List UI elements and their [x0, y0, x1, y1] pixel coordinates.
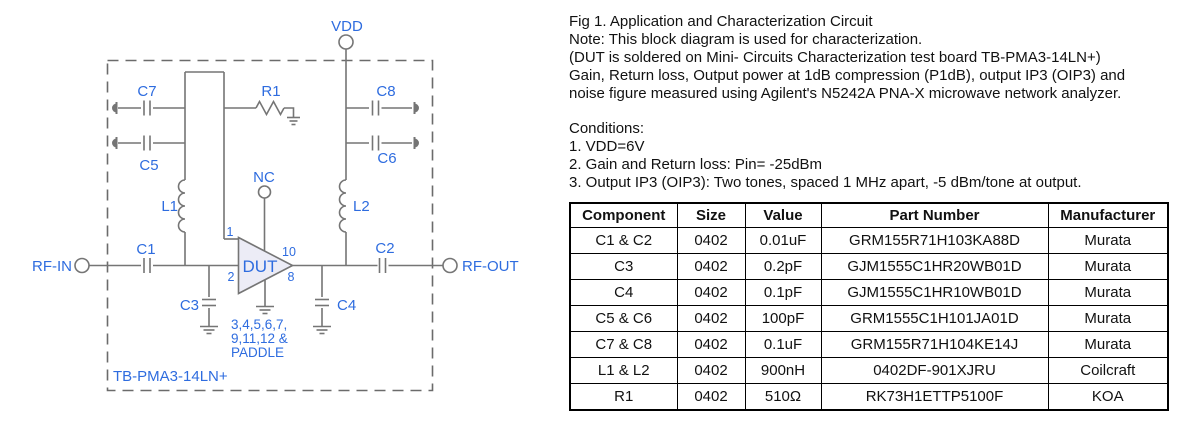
- pin-2-label: 2: [227, 270, 235, 284]
- pin-8-label: 8: [287, 270, 295, 284]
- inductor-l1: [179, 180, 185, 232]
- c2-label: C2: [375, 240, 395, 257]
- col-header-manufacturer: Manufacturer: [1048, 203, 1168, 228]
- nc-terminal: [259, 186, 271, 198]
- caption-line: (DUT is soldered on Mini- Circuits Characterization test board TB-PMA3-14LN+): [569, 49, 1101, 66]
- r1-label: R1: [261, 83, 281, 100]
- cell-value: 0.01uF: [745, 228, 821, 254]
- cell-manufacturer: Murata: [1048, 280, 1168, 306]
- c1-label: C1: [136, 241, 156, 258]
- conditions-block: [569, 120, 1197, 192]
- cell-value: 0.1uF: [745, 332, 821, 358]
- cell-size: 0402: [677, 358, 745, 384]
- table-row: [570, 254, 1168, 280]
- col-header-part-number: Part Number: [821, 203, 1048, 228]
- cell-part-number: GRM155R71H103KA88D: [821, 228, 1048, 254]
- condition-item: 1. VDD=6V: [569, 138, 645, 155]
- table-row: [570, 358, 1168, 384]
- c4-label: C4: [337, 297, 357, 314]
- cell-manufacturer: Murata: [1048, 228, 1168, 254]
- c6-label: C6: [377, 150, 397, 167]
- cell-manufacturer: KOA: [1048, 384, 1168, 411]
- condition-item: 3. Output IP3 (OIP3): Two tones, spaced 1 MHz apart, -5 dBm/tone at output.: [569, 174, 1082, 191]
- cell-part-number: GJM1555C1HR20WB01D: [821, 254, 1048, 280]
- cell-component: C3: [570, 254, 677, 280]
- inductor-l2: [340, 180, 347, 232]
- cell-value: 510Ω: [745, 384, 821, 411]
- cell-part-number: 0402DF-901XJRU: [821, 358, 1048, 384]
- cell-size: 0402: [677, 280, 745, 306]
- cell-component: C1 & C2: [570, 228, 677, 254]
- nc-label: NC: [253, 169, 275, 186]
- cell-part-number: GRM1555C1H101JA01D: [821, 306, 1048, 332]
- cell-part-number: GRM155R71H104KE14J: [821, 332, 1048, 358]
- components-table: [569, 202, 1169, 411]
- vdd-terminal: [339, 35, 353, 49]
- ground-pins-line-1: 3,4,5,6,7,: [231, 317, 288, 332]
- cell-size: 0402: [677, 384, 745, 411]
- rf-out-terminal: [443, 259, 457, 273]
- table-header-row: [570, 203, 1168, 228]
- cell-value: 100pF: [745, 306, 821, 332]
- cell-size: 0402: [677, 254, 745, 280]
- rf-in-label: RF-IN: [32, 258, 72, 275]
- table-row: [570, 280, 1168, 306]
- vdd-label: VDD: [331, 18, 363, 35]
- cell-value: 0.2pF: [745, 254, 821, 280]
- cell-manufacturer: Murata: [1048, 332, 1168, 358]
- caption-line: Fig 1. Application and Characterization Circuit: [569, 13, 873, 30]
- c7-label: C7: [137, 83, 157, 100]
- ground-pins-line-3: PADDLE: [231, 345, 285, 360]
- caption-line: Gain, Return loss, Output power at 1dB compression (P1dB), output IP3 (OIP3) and: [569, 67, 1126, 84]
- c3-label: C3: [179, 297, 199, 314]
- dut-label: DUT: [242, 257, 278, 276]
- rf-out-label: RF-OUT: [462, 258, 519, 275]
- cell-size: 0402: [677, 332, 745, 358]
- ground-pins-line-2: 9,11,12 &: [231, 331, 288, 346]
- c8-label: C8: [376, 83, 396, 100]
- l1-label: L1: [161, 198, 178, 215]
- pin-10-label: 10: [282, 245, 296, 259]
- cell-component: L1 & L2: [570, 358, 677, 384]
- figure-caption: [569, 13, 1197, 103]
- col-header-size: Size: [677, 203, 745, 228]
- cell-manufacturer: Murata: [1048, 306, 1168, 332]
- cell-component: C4: [570, 280, 677, 306]
- col-header-component: Component: [570, 203, 677, 228]
- cell-component: C7 & C8: [570, 332, 677, 358]
- conditions-title: Conditions:: [569, 120, 645, 137]
- pin-1-label: 1: [226, 225, 234, 239]
- caption-line: Note: This block diagram is used for characterization.: [569, 31, 923, 48]
- figure-description-panel: [569, 13, 1197, 411]
- table-row: [570, 332, 1168, 358]
- cell-component: C5 & C6: [570, 306, 677, 332]
- l2-label: L2: [353, 198, 370, 215]
- cell-value: 0.1pF: [745, 280, 821, 306]
- cell-part-number: GJM1555C1HR10WB01D: [821, 280, 1048, 306]
- cell-size: 0402: [677, 228, 745, 254]
- caption-line: noise figure measured using Agilent's N5242A PNA-X microwave network analyzer.: [569, 85, 1122, 102]
- c5-label: C5: [139, 157, 159, 174]
- table-row: [570, 306, 1168, 332]
- condition-item: 2. Gain and Return loss: Pin= -25dBm: [569, 156, 823, 173]
- table-row: [570, 384, 1168, 411]
- test-board-label: TB-PMA3-14LN+: [113, 368, 228, 385]
- table-row: [570, 228, 1168, 254]
- rf-in-terminal: [75, 259, 89, 273]
- cell-manufacturer: Coilcraft: [1048, 358, 1168, 384]
- cell-part-number: RK73H1ETTP5100F: [821, 384, 1048, 411]
- cell-manufacturer: Murata: [1048, 254, 1168, 280]
- application-circuit-diagram: [0, 0, 545, 423]
- cell-value: 900nH: [745, 358, 821, 384]
- cell-component: R1: [570, 384, 677, 411]
- resistor-r1: [256, 102, 284, 115]
- schematic-svg: [0, 0, 545, 423]
- cell-size: 0402: [677, 306, 745, 332]
- col-header-value: Value: [745, 203, 821, 228]
